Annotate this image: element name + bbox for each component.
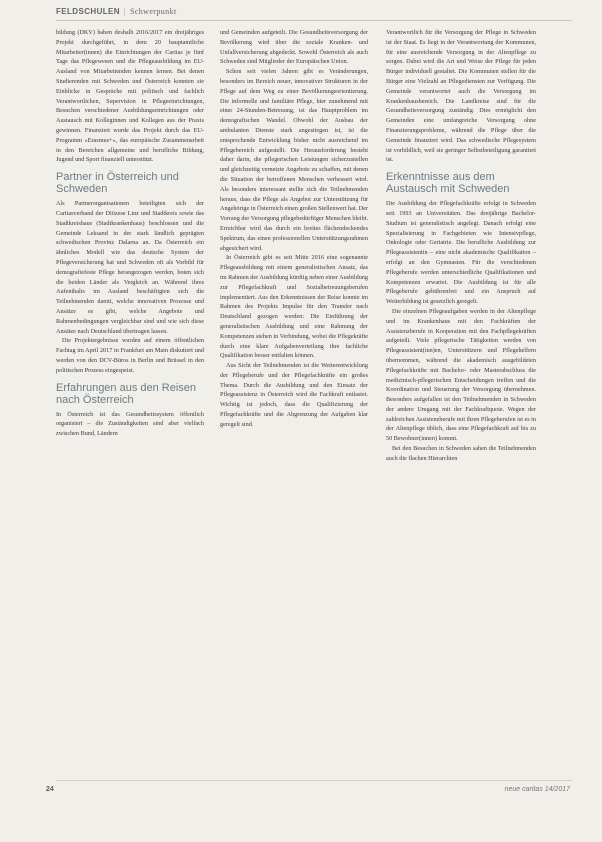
body-paragraph: Die Projektergebnisse wurden auf einem öffentlichen Fachtag im April 2017 in Frankfurt am Main diskutiert und werden von den DCV-Büros in Berlin und Brüssel in den politischen Prozess eingespeist.: [56, 337, 204, 374]
body-paragraph: Verantwortlich für die Versorgung der Pflege in Schweden ist der Staat. Es liegt in der Verantwortung der Kommunen, für eine ausreichende Versorgung in der Altenpflege zu sorgen. Dabei wird die Art und Weise der Pflege für jeden Bürger individuell gestaltet. Die Kommunen stellen für die Bürger eine Vielzahl an Pflegediensten zur Verfügung. Die Gemeinde verantwortet auch die Versorgung im Krankenhausbereich. Die Landkreise sind für die Gesundheitsversorgung zuständig. Dies ermöglicht den Gemeinden eine umfangreiche Versorgung ohne Finanzierungsprobleme, während die Pflege über die Gemeinde finanziert wird. Das schwedische Pflegesystem ist vorbildlich, weil sie geringer Selbstbeteiligung garantiert ist.: [386, 29, 536, 164]
text-column-3: [386, 28, 536, 464]
journal-name: neue caritas 14/2017: [504, 786, 570, 793]
section-heading: Erkenntnisse aus dem Austausch mit Schweden: [386, 171, 510, 196]
body-paragraph: Die Ausbildung der Pflegefachkräfte erfolgt in Schweden seit 1993 an Universitäten. Das dreijährige Bachelor-Studium ist generalistisch angelegt. Danach erfolgt eine Spezialisierung in Fachgebieten wie Intensivpflege, Onkologie oder Geriatrie. Die berufliche Ausbildung zur Pflegeassistentin – eine nicht akademische Qualifikation – erfolgt an den Gymnasien. Für die verschiedenen Pflegeberufe werden unterschiedliche Qualifikationen und Kompetenzen erwartet. Die Ausbildung ist für alle Pflegeberufe gebührenfrei und ein Anspruch auf Weiterbildung ist gesetzlich geregelt.: [386, 200, 536, 306]
section-sub-label: Schwerpunkt: [129, 7, 177, 16]
text-column-2: [220, 28, 368, 430]
section-label: FELDSCHULEN: [56, 7, 120, 16]
body-paragraph: In Österreich gibt es seit Mitte 2016 eine sogenannte Pflegeausbildung mit einem generalistischen Ansatz, das im Rahmen der Ausbildung künftig neben einer Ausbildung zur Pflegefachkraft und Sozialbetreuungsberufen implementiert. Aus den Erkenntnissen der Reise konnte im Rahmen des Projekts Impulse für den Transfer nach Deutschland gezogen werden: Die Einführung der generalistischen Ausbildung und eine Rahmung der Kompetenzen stehen in Verbindung, wobei die Pflegekräfte durch eine klare Aufgabenverteilung ihre fachliche Qualifikation besser entfalten können.: [220, 254, 368, 360]
body-paragraph: Die einzelnen Pflegeaufgaben werden in der Altenpflege und im Krankenhaus mit den Fachkräften der Assistenzberufe in Kooperation mit den Fachpflegekräften aufgeteilt. Viele pflegerische Tätigkeiten werden von Pflegeassistent(inn)en, Unterstützern und Pflegehelfern übernommen, während die akademisch ausgebildeten Pflegefachkräfte mit Bachelor- oder Masterabschluss die medizinisch-pflegerischen Entscheidungen treffen und die Koordination und Steuerung der Versorgung übernehmen. Besonders aufgefallen ist den Teilnehmenden in Schweden der andere Umgang mit der Fachkraftquote. Wegen der zahlreichen Assistenzberufe mit ihren Pflegeberufen ist es in der Altenpflege üblich, dass eine Pflegefachkraft auf bis zu 50 Bewohner(innen) kommt.: [386, 307, 536, 443]
page-number: 24: [46, 786, 54, 793]
body-paragraph: Schon seit vielen Jahren gibt es Veränderungen, besonders im Bereich neuer, innovativer Strukturen in der Pflege auf dem Weg zu einer Bevölkerungsorientierung. Die informelle und familiäre Pflege, hier zunehmend mit einer 24-Stunden-Betreuung, ist das Hauptproblem im demografischen Wandel. Obwohl der Ausbau der ambulanten Dienste stark angestiegen ist, ist die entsprechende Entwicklung bisher nicht ausreichend im Pflegebereich aufgestellt. Die Herausforderung besteht daher darin, die pflegerischen Leistungen sicherzustellen und gleichzeitig vernetzte Angebote zu schaffen, mit denen die Situation der betroffenen Menschen verbessert wird. Als besonders interessant stellte sich die Teilnehmenden heraus, dass die Pflege als Angebot zur Unterstützung für Angehörige in Österreich einen großen Stellenwert hat. Der Vorrang der Versorgung pflegebedürftiger Menschen bleibt. Erreichbar wird das durch ein breites flächendeckendes Spektrum, das einen professionellen Unterstützungsrahmen abgesichert wird.: [220, 68, 368, 252]
text-column-1: [56, 28, 204, 439]
body-paragraph: Bei den Besuchen in Schweden sahen die Teilnehmenden auch die flachen Hierarchien: [386, 445, 536, 462]
body-paragraph: In Österreich ist das Gesundheitssystem öffentlich organisiert – die Zuständigkeiten sind aber vielfach zwischen Bund, Ländern: [56, 410, 204, 438]
body-paragraph: und Gemeinden aufgeteilt. Die Gesundheitsversorgung der Bevölkerung wird über die soziale Kranken- und Unfallversicherung abgedeckt. Sowohl Österreich als auch Schweden sind Mitglieder der Europäischen Union.: [220, 29, 368, 66]
header-rule: [56, 20, 572, 21]
section-heading: Erfahrungen aus den Reisen nach Österreich: [56, 381, 197, 406]
body-paragraph: bildung (DKV) haben deshalb 2016/2017 ein dreijähriges Projekt durchgeführt, in dem 20 hauptamtliche Mitarbeiter(innen) die Einrichtungen der Caritas je fünf Tage das Pflegewesen und die Pflegeausbildung im EU-Ausland von Mitarbeitenden kennen lernen. Bei denen Studierenden mit Schweden und Österreich konnten sie Einblicke in Gespräche mit politisch und fachlich Verantwortlichen, Supervision in Pflegeeinrichtungen, Besuchen verschiedener Ausbildungseinrichtungen oder Austausch mit Kolleginnen und Kollegen aus der Praxis gewinnen. Finanziert wurde das Projekt durch das EU-Programm »Erasmus+«, das europäische Zusammenarbeit in den Bereichen allgemeine und berufliche Bildung, Jugend und Sport finanziell unterstützt.: [56, 29, 204, 164]
section-heading: Partner in Österreich und Schweden: [56, 171, 179, 196]
footer-rule: [56, 780, 572, 781]
body-paragraph: Als Partnerorganisationen beteiligten sich der Caritasverband der Diözese Linz und Stadtkreis sowie das Stadtkreishaus (Stadtkrankenhaus) beschlossen und die Gemeinde Leksand in der stark ländlich geprägten schwedischen Provinz Dalarna an. Da Österreich ein ähnliches Modell wie das deutsche System der Pflegeversicherung hat und Schweden oft als Vorbild für demografiefeste Pflege herangezogen werden, boten sich die beiden Länder als Vergleich an. Während ihres Aufenthalts im Ausland beschäftigten sich die Teilnehmenden damit, welche innovativen Prozesse und Ansätze es gibt, welche Angebote und Rahmenbedingungen vergleichbar sind und wie sich diese Ansätze nach Deutschland übertragen lassen.: [56, 200, 204, 335]
running-header: [56, 7, 177, 16]
header-separator: |: [123, 7, 126, 16]
body-paragraph: Aus Sicht der Teilnehmenden ist die Weiterentwicklung der Pflegeberufe und der Pflegefachkräfte ein großes Thema. Durch die Ausbildung und den Einsatz der Pflegeassistenz in Österreich wird die Fachkraft entlastet. Wichtig ist jedoch, dass die Qualifizierung der Pflegefachkräfte und die Abgrenzung der Aufgaben klar geregelt sind.: [220, 362, 368, 428]
